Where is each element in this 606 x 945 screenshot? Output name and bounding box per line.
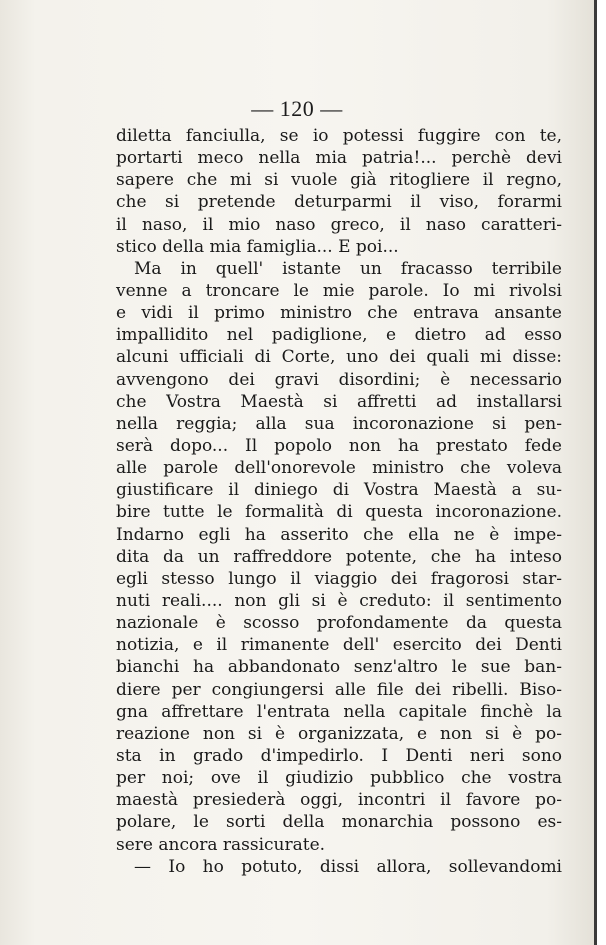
text-line: venne a troncare le mie parole. Io mi rivolsi [116, 280, 562, 301]
text-line: avvengono dei gravi disordini; è necessario [116, 369, 562, 390]
text-line: diletta fanciulla, se io potessi fuggire con te, [116, 126, 562, 146]
text-line: dita da un raffreddore potente, che ha inteso [116, 546, 562, 567]
text-line: e vidi il primo ministro che entrava ansante [116, 303, 562, 324]
text-line: — Io ho potuto, dissi allora, sollevandomi [134, 856, 562, 877]
text-line: nazionale è scosso profondamente da questa [116, 613, 562, 634]
text-line: egli stesso lungo il viaggio dei fragorosi star- [116, 568, 562, 589]
text-line: sere ancora rassicurate. [116, 834, 326, 855]
text-line: alle parole dell'onorevole ministro che voleva [116, 458, 562, 479]
text-line: gna affrettare l'entrata nella capitale finchè la [116, 701, 562, 722]
text-line: Indarno egli ha asserito che ella ne è impe- [116, 524, 562, 545]
text-line: reazione non si è organizzata, e non si è po- [116, 723, 562, 744]
page-number: — 120 — [251, 96, 343, 121]
text-line: portarti meco nella mia patria!... perchè devi [116, 148, 562, 169]
text-line: sapere che mi si vuole già ritogliere il regno, [116, 170, 562, 191]
text-line: serà dopo... Il popolo non ha prestato fede [116, 435, 562, 456]
text-line: notizia, e il rimanente dell' esercito dei Denti [116, 635, 562, 656]
text-line: per noi; ove il giudizio pubblico che vostra [116, 768, 562, 789]
text-line: polare, le sorti della monarchia possono es- [116, 812, 562, 833]
text-line: il naso, il mio naso greco, il naso caratteri- [116, 214, 562, 235]
text-line: alcuni ufficiali di Corte, uno dei quali mi disse: [116, 347, 562, 368]
text-line: nuti reali.... non gli si è creduto: il sentimento [116, 590, 562, 611]
text-line: stico della mia famiglia... E poi... [116, 236, 399, 257]
text-line: che Vostra Maestà si affretti ad installarsi [116, 391, 562, 412]
text-line: bianchi ha abbandonato senz'altro le sue ban- [116, 657, 562, 678]
text-line: nella reggia; alla sua incoronazione si pen- [116, 413, 562, 434]
text-line: sta in grado d'impedirlo. I Denti neri sono [116, 745, 562, 766]
text-line: maestà presiederà oggi, incontri il favore po- [116, 790, 562, 811]
body-text [116, 125, 562, 878]
text-line: bire tutte le formalità di questa incoronazione. [116, 502, 562, 523]
text-line: diere per congiungersi alle file dei ribelli. Biso- [116, 679, 562, 700]
text-line: che si pretende deturparmi il viso, forarmi [116, 192, 562, 213]
text-line: impallidito nel padiglione, e dietro ad esso [116, 325, 562, 346]
page-edge-shadow [594, 0, 597, 945]
text-line: giustificare il diniego di Vostra Maestà a su- [116, 480, 562, 501]
text-line: Ma in quell' istante un fracasso terribile [134, 258, 562, 279]
